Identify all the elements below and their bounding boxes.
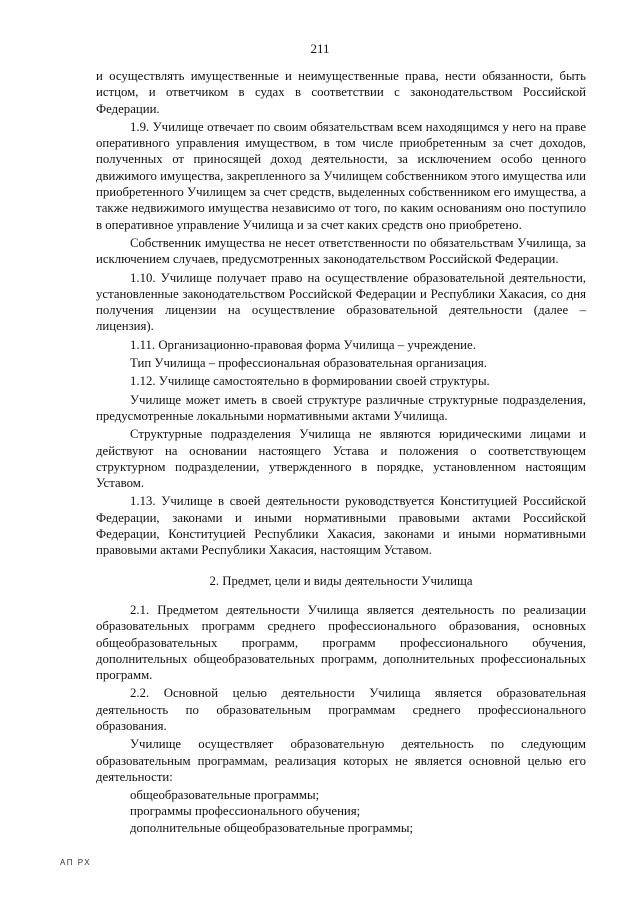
section-heading: 2. Предмет, цели и виды деятельности Училища (209, 573, 473, 588)
document-body (96, 68, 586, 836)
paragraph: 2.1. Предметом деятельности Училища является деятельность по реализации образовательных программ среднего профессионального образования, основных общеобразовательных программ, программ профессионального обучения, дополнительных общеобразовательных программ, дополнительных профессиональных программ. (96, 602, 586, 683)
paragraph: 1.12. Училище самостоятельно в формировании своей структуры. (130, 374, 490, 389)
paragraph: 1.13. Училище в своей деятельности руководствуется Конституцией Российской Федерации, законами и иными нормативными правовыми актами Российской Федерации, Конституцией Республики Хакасия, законами и иными нормативными правовыми актами Республики Хакасия, настоящим Уставом. (96, 494, 586, 558)
paragraph: Собственник имущества не несет ответственности по обязательствам Училища, за исключением случаев, предусмотренных законодательством Российской Федерации. (96, 235, 586, 267)
page-number: 211 (310, 41, 330, 56)
paragraph: Тип Училища – профессиональная образовательная организация. (130, 356, 487, 371)
paragraph: 2.2. Основной целью деятельности Училища является образовательная деятельность по образовательным программам среднего профессионального образования. (96, 686, 586, 733)
paragraph: 1.10. Училище получает право на осуществление образовательной деятельности, установленные законодательством Российской Федерации и Республики Хакасия, со дня получения лицензии на осуществление образовательной деятельности (далее – лицензия). (96, 270, 586, 334)
paragraph: Училище осуществляет образовательную деятельность по следующим образовательным программам, реализация которых не является основной целью его деятельности: (96, 737, 586, 784)
footer-stamp-mark: АП РХ (60, 858, 92, 867)
paragraph: и осуществлять имущественные и неимущественные права, нести обязанности, быть истцом, и ответчиком в судах в соответствии с законодательством Российской Федерации. (96, 69, 586, 116)
paragraph: Училище может иметь в своей структуре различные структурные подразделения, предусмотренные локальными нормативными актами Училища. (96, 392, 586, 423)
paragraph: 1.11. Организационно-правовая форма Училища – учреждение. (130, 337, 476, 352)
list-item: общеобразовательные программы; (130, 788, 320, 803)
paragraph: 1.9. Училище отвечает по своим обязательствам всем находящимся у него на праве оперативного управления имуществом, в том числе приобретенным за счет доходов, полученных от приносящей доход деятельности, за исключением особо ценного движимого имущества, закрепленного за Училищем собственником этого имущества или приобретенного Училищем за счет средств, выделенных собственником его имущества, а также недвижимого имущества независимо от того, по каким основаниям оно поступило в оперативное управление Училища и за счет каких средств оно приобретено. (96, 119, 586, 232)
paragraph: Структурные подразделения Училища не являются юридическими лицами и действуют на основании настоящего Устава и положения о соответствующем структурном подразделении, утвержденного в порядке, установленном настоящим Уставом. (96, 427, 586, 491)
list-item: программы профессионального обучения; (130, 804, 361, 819)
list-item: дополнительные общеобразовательные программы; (130, 820, 414, 835)
